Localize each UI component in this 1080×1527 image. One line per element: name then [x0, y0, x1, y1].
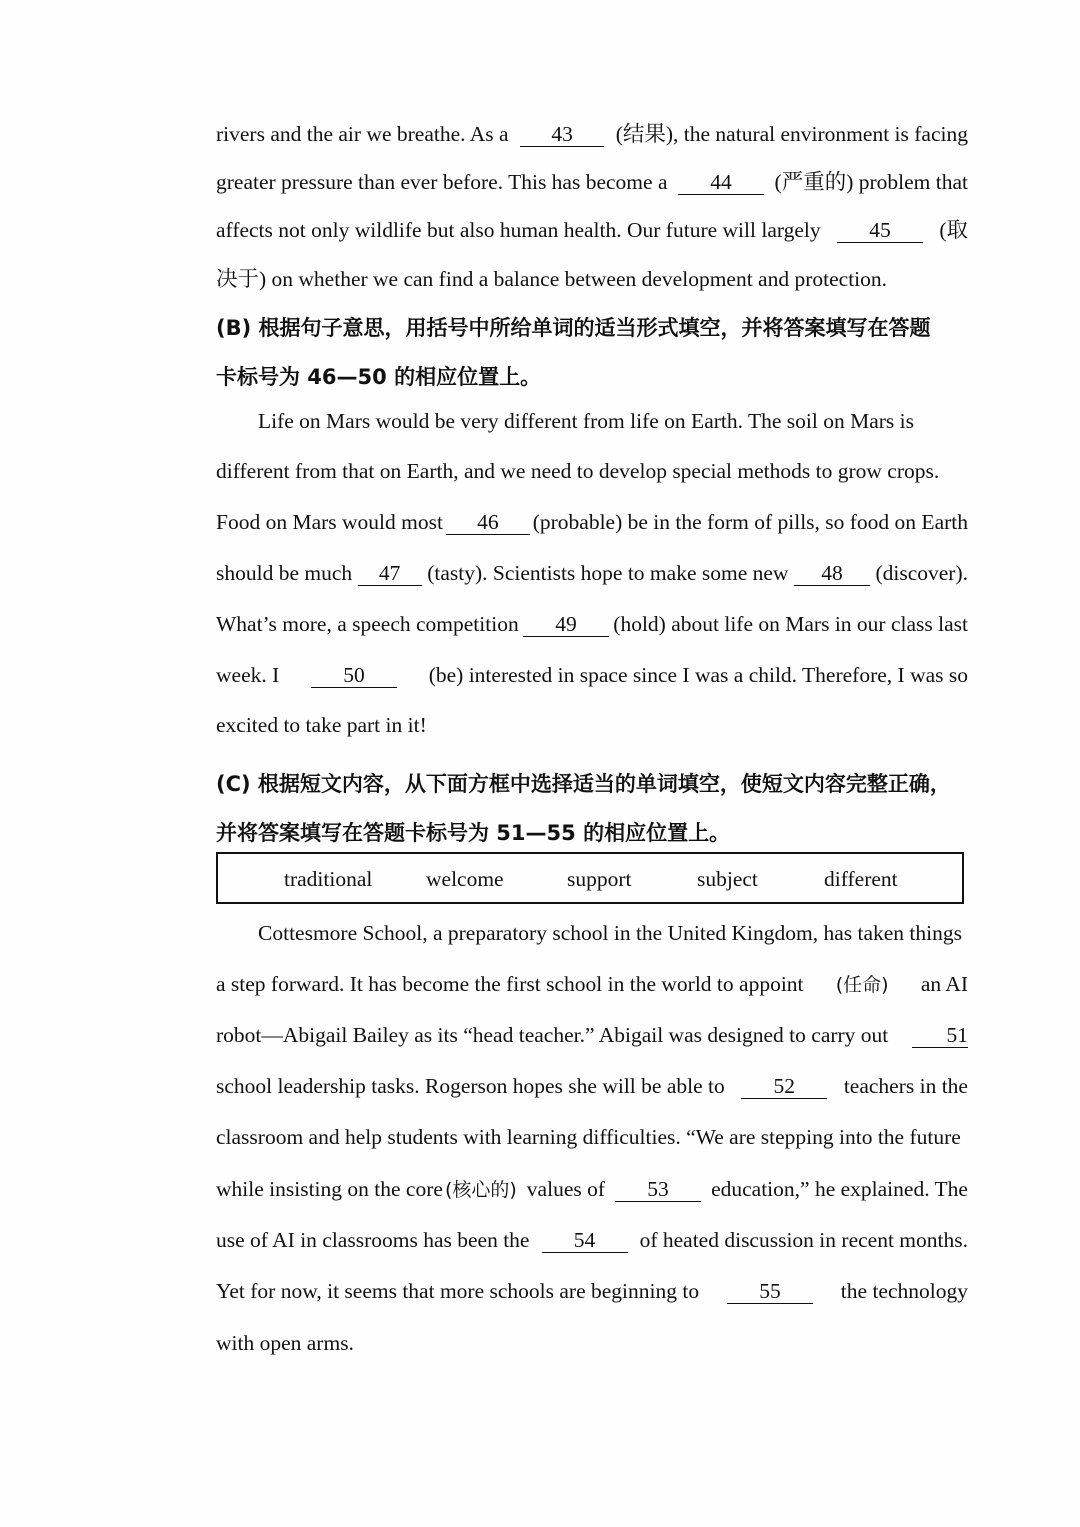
word-option: subject: [697, 867, 758, 891]
answer-blank-52: 52: [741, 1074, 827, 1099]
answer-blank-49: 49: [523, 612, 609, 637]
word-option: different: [824, 867, 898, 891]
instruction-line-1: (C) 根据短文内容，从下面方框中选择适当的单词填空，使短文内容完整正确，: [216, 772, 951, 796]
answer-blank-45: 45: [837, 218, 923, 243]
text-segment: greater pressure than ever before. This has become a: [216, 170, 668, 194]
text-segment: a step forward. It has become the first school in the world to appoint: [216, 972, 804, 996]
text-segment: (任命): [835, 974, 889, 996]
text-segment: of heated discussion in recent months.: [639, 1228, 968, 1252]
text-line: [216, 507, 968, 537]
text-line: [216, 215, 968, 245]
answer-blank-50: 50: [311, 663, 397, 688]
text-segment: week. I: [216, 663, 280, 687]
text-segment: rivers and the air we breathe. As a: [216, 122, 509, 146]
text-line: [216, 969, 968, 1000]
text-segment: excited to take part in it!: [216, 713, 427, 737]
text-line: [216, 119, 968, 149]
text-segment: Yet for now, it seems that more schools are beginning to: [216, 1279, 700, 1303]
word-option: welcome: [426, 867, 504, 891]
text-line: [216, 558, 968, 588]
text-line: [216, 1276, 968, 1306]
section-c-instruction: [216, 818, 968, 848]
text-segment: an AI: [920, 972, 968, 996]
text-segment: (be) interested in space since I was a child. Therefore, I was so: [428, 663, 968, 687]
text-line: [216, 456, 968, 486]
text-line: [216, 1328, 968, 1358]
text-segment: with open arms.: [216, 1331, 354, 1355]
answer-blank-54: 54: [542, 1228, 628, 1253]
text-line: [216, 406, 968, 436]
answer-blank-51: 51: [912, 1023, 968, 1048]
text-line: [216, 264, 968, 294]
text-line: [216, 167, 968, 197]
text-segment: (核心的): [444, 1179, 517, 1201]
answer-blank-48: 48: [794, 561, 870, 586]
answer-blank-53: 53: [615, 1177, 701, 1202]
text-segment: (结果), the natural environment is facing: [615, 122, 968, 146]
section-b-instruction: [216, 362, 968, 392]
text-line: [216, 1122, 968, 1152]
text-segment: Food on Mars would most: [216, 510, 443, 534]
text-segment: (probable) be in the form of pills, so food on Earth: [532, 510, 968, 534]
text-segment: classroom and help students with learning difficulties. “We are stepping into the future: [216, 1125, 961, 1149]
answer-blank-47: 47: [358, 561, 422, 586]
section-b-instruction: [216, 313, 968, 343]
text-segment: (hold) about life on Mars in our class last: [613, 612, 968, 636]
instruction-line-2: 卡标号为 46—50 的相应位置上。: [216, 365, 542, 389]
text-segment: (tasty). Scientists hope to make some new: [427, 561, 789, 585]
text-segment: (严重的) problem that: [774, 170, 968, 194]
answer-blank-55: 55: [727, 1279, 813, 1304]
text-segment: robot—Abigail Bailey as its “head teacher.” Abigail was designed to carry out: [216, 1023, 889, 1047]
section-c-instruction: [216, 769, 968, 799]
word-bank-box: [216, 852, 964, 904]
text-segment: (discover).: [875, 561, 968, 585]
text-segment: 决于) on whether we can find a balance between development and protection.: [216, 267, 888, 291]
answer-blank-44: 44: [678, 170, 764, 195]
text-line: [216, 710, 968, 740]
instruction-line-2: 并将答案填写在答题卡标号为 51—55 的相应位置上。: [216, 821, 731, 845]
word-option: support: [567, 867, 632, 891]
text-line: [216, 1020, 968, 1050]
instruction-line-1: (B) 根据句子意思，用括号中所给单词的适当形式填空，并将答案填写在答题: [216, 316, 931, 340]
text-line: [216, 1225, 968, 1255]
text-segment: use of AI in classrooms has been the: [216, 1228, 530, 1252]
text-line: [216, 1071, 968, 1101]
text-segment: What’s more, a speech competition: [216, 612, 519, 636]
text-segment: should be much: [216, 561, 353, 585]
text-line: [216, 918, 968, 948]
text-segment: school leadership tasks. Rogerson hopes she will be able to: [216, 1074, 725, 1098]
text-segment: different from that on Earth, and we need to develop special methods to grow crops.: [216, 459, 940, 483]
word-option: traditional: [284, 867, 373, 891]
text-segment: values of: [526, 1177, 606, 1201]
text-segment: the technology: [840, 1279, 968, 1303]
answer-blank-46: 46: [446, 510, 530, 535]
text-line: [216, 609, 968, 639]
text-segment: education,” he explained. The: [711, 1177, 968, 1201]
text-segment: affects not only wildlife but also human health. Our future will largely: [216, 218, 821, 242]
text-line: [216, 1174, 968, 1205]
text-line: [216, 660, 968, 690]
text-segment: Cottesmore School, a preparatory school in the United Kingdom, has taken things: [258, 921, 962, 945]
text-segment: teachers in the: [843, 1074, 968, 1098]
text-segment: Life on Mars would be very different from life on Earth. The soil on Mars is: [258, 409, 914, 433]
text-segment: (取: [939, 218, 968, 242]
text-segment: while insisting on the core: [216, 1177, 443, 1201]
answer-blank-43: 43: [520, 122, 604, 147]
